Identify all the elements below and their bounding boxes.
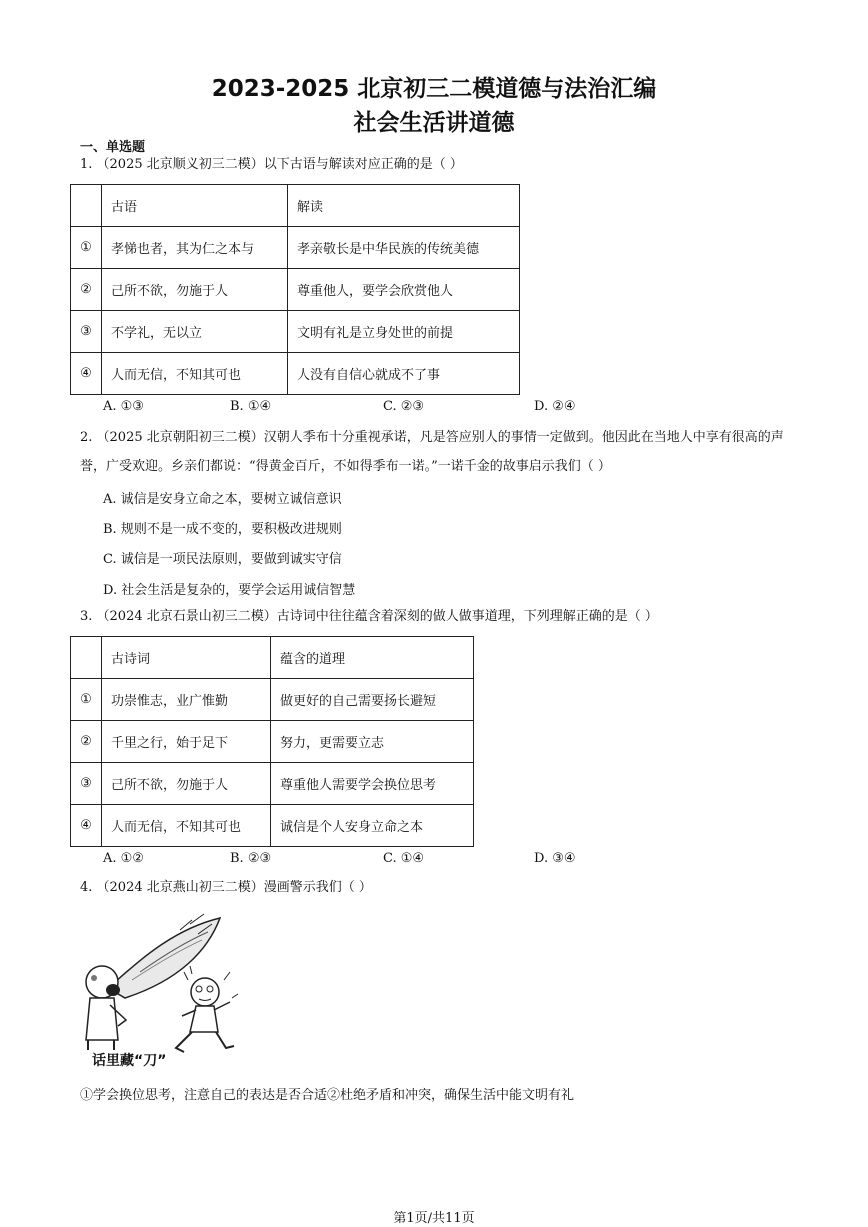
row-number: ④ — [71, 353, 102, 395]
option-d[interactable]: D. ③④ — [534, 851, 576, 866]
table-cell: 做更好的自己需要扬长避短 — [271, 679, 474, 721]
cartoon-caption: 话里藏“刀” — [92, 1053, 167, 1069]
table-header-cell: 古语 — [102, 185, 288, 227]
question-1-table — [70, 184, 520, 395]
table-header-row — [71, 637, 474, 679]
table-row — [71, 269, 520, 311]
table-cell: 功崇惟志，业广惟勤 — [102, 679, 271, 721]
row-number: ② — [71, 721, 102, 763]
table-cell: 文明有礼是立身处世的前提 — [288, 311, 520, 353]
option-d[interactable]: D. ②④ — [534, 399, 576, 414]
option-a[interactable]: A. ①② — [103, 851, 144, 866]
option-a[interactable]: A. 诚信是安身立命之本，要树立诚信意识 — [103, 492, 342, 507]
document-title: 2023-2025 北京初三二模道德与法治汇编 — [211, 76, 657, 102]
table-row — [71, 805, 474, 847]
row-number: ③ — [71, 763, 102, 805]
table-cell: 人没有自信心就成不了事 — [288, 353, 520, 395]
question-3-table — [70, 636, 474, 847]
option-a[interactable]: A. ①③ — [103, 399, 144, 414]
table-cell: 尊重他人，要学会欣赏他人 — [288, 269, 520, 311]
table-header-cell: 解读 — [288, 185, 520, 227]
table-cell: 孝悌也者，其为仁之本与 — [102, 227, 288, 269]
question-3-stem: 3. （2024 北京石景山初三二模）古诗词中往往蕴含着深刻的做人做事道理，下列理解正确的是（ ） — [80, 609, 658, 624]
row-number: ② — [71, 269, 102, 311]
question-4-statement: ①学会换位思考，注意自己的表达是否合适②杜绝矛盾和冲突，确保生活中能文明有礼 — [80, 1088, 575, 1103]
table-cell: 努力，更需要立志 — [271, 721, 474, 763]
option-c[interactable]: C. ②③ — [383, 399, 425, 414]
table-row — [71, 721, 474, 763]
table-header-row — [71, 185, 520, 227]
table-row — [71, 763, 474, 805]
table-row — [71, 311, 520, 353]
table-cell: 人而无信，不知其可也 — [102, 805, 271, 847]
option-b[interactable]: B. ①④ — [230, 399, 272, 414]
table-row — [71, 227, 520, 269]
option-c[interactable]: C. ①④ — [383, 851, 425, 866]
table-cell: 孝亲敬长是中华民族的传统美德 — [288, 227, 520, 269]
question-2-stem: 2. （2025 北京朝阳初三二模）汉朝人季布十分重视承诺，凡是答应别人的事情一定做到。他因此在当地人中享有很高的声誉，广受欢迎。乡亲们都说：“得黄金百斤，不如得季布一诺。”一诺千金的故事启示我们（ ） — [80, 430, 784, 474]
table-cell: 诚信是个人安身立命之本 — [271, 805, 474, 847]
table-cell — [71, 637, 102, 679]
cartoon-image — [80, 910, 260, 1075]
table-header-cell: 古诗词 — [102, 637, 271, 679]
row-number: ① — [71, 227, 102, 269]
table-row — [71, 679, 474, 721]
table-cell: 己所不欲，勿施于人 — [102, 269, 288, 311]
page-footer: 第1页/共11页 — [393, 1211, 475, 1226]
table-cell — [71, 185, 102, 227]
table-cell: 千里之行，始于足下 — [102, 721, 271, 763]
question-1-stem: 1. （2025 北京顺义初三二模）以下古语与解读对应正确的是（ ） — [80, 157, 463, 172]
row-number: ③ — [71, 311, 102, 353]
row-number: ④ — [71, 805, 102, 847]
table-cell: 己所不欲，勿施于人 — [102, 763, 271, 805]
table-row — [71, 353, 520, 395]
section-heading: 一、单选题 — [80, 140, 146, 155]
option-b[interactable]: B. 规则不是一成不变的，要积极改进规则 — [103, 522, 342, 537]
row-number: ① — [71, 679, 102, 721]
table-cell: 人而无信，不知其可也 — [102, 353, 288, 395]
question-4-stem: 4. （2024 北京燕山初三二模）漫画警示我们（ ） — [80, 880, 372, 895]
table-header-cell: 蕴含的道理 — [271, 637, 474, 679]
option-c[interactable]: C. 诚信是一项民法原则，要做到诚实守信 — [103, 552, 342, 567]
option-d[interactable]: D. 社会生活是复杂的，要学会运用诚信智慧 — [103, 583, 356, 598]
option-b[interactable]: B. ②③ — [230, 851, 272, 866]
table-cell: 尊重他人需要学会换位思考 — [271, 763, 474, 805]
document-subtitle: 社会生活讲道德 — [353, 110, 515, 136]
table-cell: 不学礼，无以立 — [102, 311, 288, 353]
